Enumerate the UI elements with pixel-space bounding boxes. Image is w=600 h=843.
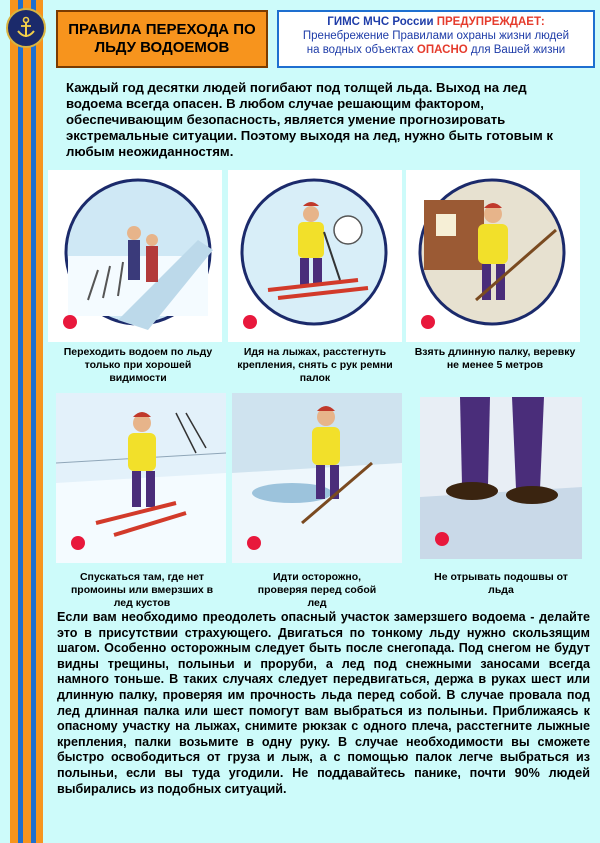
illustration-skier <box>228 170 402 342</box>
card-test-ice <box>232 393 402 563</box>
caption-4: Спускаться там, где нет промоины или вмерзших в лед кустов <box>70 571 214 609</box>
card-stick <box>406 170 580 342</box>
warning-org: ГИМС МЧС России <box>327 16 434 28</box>
card-feet <box>420 397 582 559</box>
caption-2: Идя на лыжах, расстегнуть крепления, снять с рук ремни палок <box>237 346 393 384</box>
anchor-emblem-icon <box>6 8 46 48</box>
warning-line-2b: для Вашей жизни <box>470 44 566 56</box>
caption-3: Взять длинную палку, веревку не менее 5 метров <box>414 346 576 371</box>
illustration-walking-on-ice <box>48 170 222 342</box>
illustration-stick-rope <box>406 170 580 342</box>
page-title <box>56 10 268 68</box>
warning-line-2a: на водных объектах <box>306 44 414 56</box>
illustration-descend-bank <box>56 393 226 563</box>
illustration-sliding-step <box>420 397 582 559</box>
red-dot-icon <box>71 536 85 550</box>
caption-5: Идти осторожно, проверяя перед собой лед <box>257 571 377 609</box>
red-dot-icon <box>421 315 435 329</box>
page-title-text: ПРАВИЛА ПЕРЕХОДА ПО ЛЬДУ ВОДОЕМОВ <box>68 21 256 56</box>
card-descend <box>56 393 226 563</box>
card-skis <box>228 170 402 342</box>
red-dot-icon <box>243 315 257 329</box>
red-dot-icon <box>435 532 449 546</box>
red-dot-icon <box>247 536 261 550</box>
intro-paragraph: Каждый год десятки людей погибают под толщей льда. Выход на лед водоема всегда опасен. В любом случае решающим фактором, обеспечивающим безопасность, является умение прогнозировать экстремальные ситуации. Поэтому выходя на лед, нужно быть готовым к любым неожиданностям. <box>66 80 554 159</box>
red-dot-icon <box>63 315 77 329</box>
warning-header: ПРЕДУПРЕЖДАЕТ: <box>436 16 545 28</box>
caption-1: Переходить водоем по льду только при хорошей видимости <box>63 346 213 384</box>
warning-danger: ОПАСНО <box>416 44 468 56</box>
card-visibility <box>48 170 222 342</box>
left-stripes <box>0 0 46 843</box>
caption-6: Не отрывать подошвы от льда <box>434 571 568 596</box>
warning-line-1: Пренебрежение Правилами охраны жизни людей <box>302 30 570 42</box>
illustration-probing-ice <box>232 393 402 563</box>
warning-box <box>277 10 595 68</box>
body-paragraph: Если вам необходимо преодолеть опасный участок замерзшего водоема - делайте это в присутствии страхующего. Двигаться по тонкому льду нужно скользящим шагом. Особенно осторожным следует быть после снегопада. Под снегом не будут видны трещины, полыньи и проруби, а лед под снежными заносами всегда намного тоньше. В таких случаях следует передвигаться, держа в руках шест или длинную палку, проверяя им прочность льда перед собой. В случае провала под лед длинная палка или шест помогут вам выбраться из полыньи. Приближаясь к опасному участку на лыжах, снимите рюкзак с одного плеча, расстегните лыжные крепления, палки возьмите в одну руку. В случае необходимости вы сможете быстро освободиться от груза и лыж, а с помощью палок легче выбраться из полыньи, если вы туда угодили. Не поддавайтесь панике, почти 90% людей выбирались из подобных ситуаций. <box>57 610 590 796</box>
